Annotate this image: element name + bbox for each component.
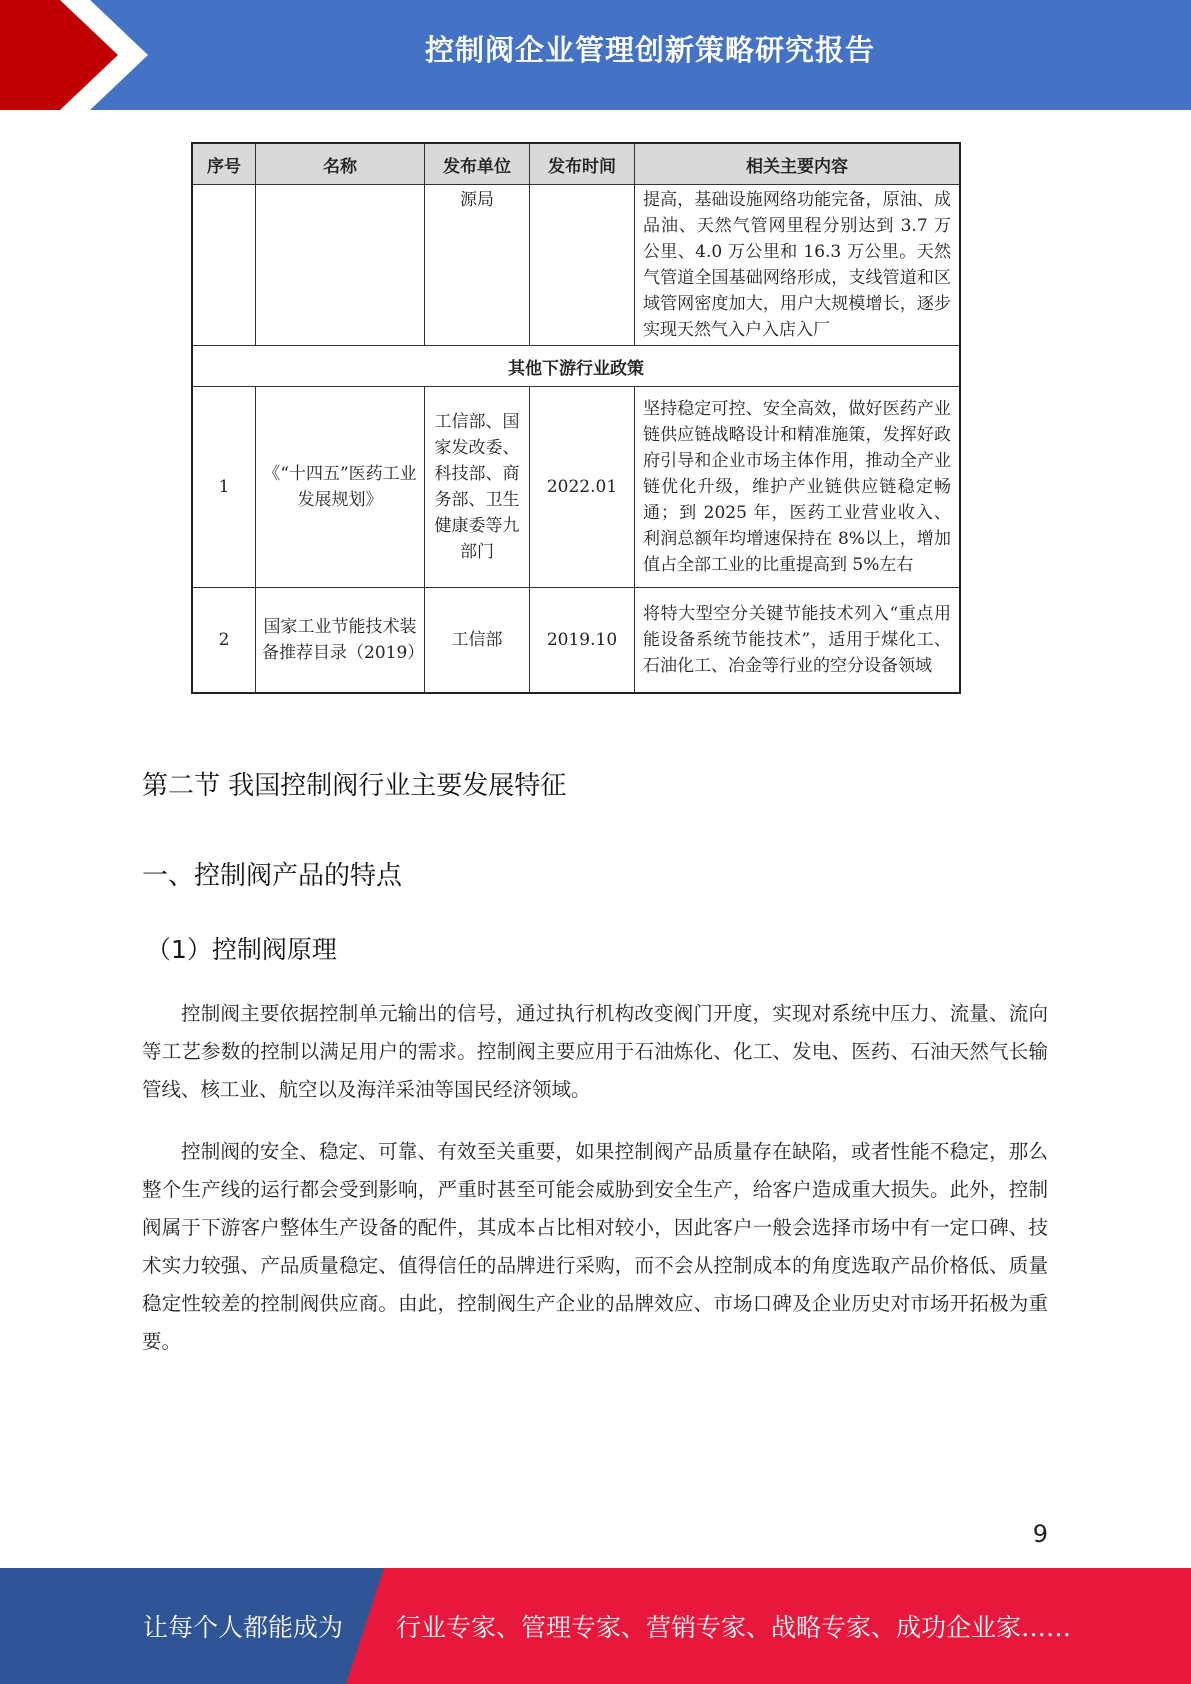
header-chevron-decoration (0, 0, 160, 110)
table-cell-unit: 源局 (425, 185, 530, 346)
column-header-content: 相关主要内容 (635, 143, 961, 185)
section-heading: 第二节 我国控制阀行业主要发展特征 (142, 771, 567, 801)
table-section-row (192, 346, 960, 387)
table-cell-unit: 工信部、国家发改委、科技部、商务部、卫生健康委等九部门 (425, 387, 530, 588)
table-cell-seq (192, 185, 256, 346)
page-footer (0, 1568, 1191, 1684)
footer-slogan-right: 行业专家、管理专家、营销专家、战略专家、成功企业家…… (396, 1613, 1072, 1642)
body-paragraph: 控制阀的安全、稳定、可靠、有效至关重要，如果控制阀产品质量存在缺陷，或者性能不稳定，那么整个生产线的运行都会受到影响，严重时甚至可能会威胁到安全生产，给客户造成重大损失。此外，控制阀属于下游客户整体生产设备的配件，其成本占比相对较小，因此客户一般会选择市场中有一定口碑、技术实力较强、产品质量稳定、值得信任的品牌进行采购，而不会从控制成本的角度选取产品价格低、质量稳定性较差的控制阀供应商。由此，控制阀生产企业的品牌效应、市场口碑及企业历史对市场开拓极为重要。 (142, 1140, 1048, 1353)
footer-slogan-left: 让每个人都能成为 (143, 1613, 344, 1642)
table-row (192, 387, 960, 588)
table-row (192, 588, 960, 694)
table-cell-seq: 1 (192, 387, 256, 588)
table-cell-seq: 2 (192, 588, 256, 694)
table-cell-date: 2022.01 (530, 387, 635, 588)
table-cell-content: 提高，基础设施网络功能完备，原油、成品油、天然气管网里程分别达到 3.7 万公里、4.0 万公里和 16.3 万公里。天然气管道全国基础网络形成，支线管道和区域管网密度加大，用户大规模增长，逐步实现天然气入户入店入厂 (635, 185, 961, 346)
subsection-heading: 一、控制阀产品的特点 (142, 861, 403, 891)
policy-table (191, 142, 961, 694)
page-number: 9 (1032, 1520, 1048, 1548)
table-cell-name: 《“十四五”医药工业发展规划》 (256, 387, 425, 588)
table-cell-content: 坚持稳定可控、安全高效，做好医药产业链供应链战略设计和精准施策，发挥好政府引导和企业市场主体作用，推动全产业链优化升级，维护产业链供应链稳定畅通；到 2025 年，医药工业营业收入、利润总额年均增速保持在 8%以上，增加值占全部工业的比重提高到 5%左右 (635, 387, 961, 588)
column-header-seq: 序号 (192, 143, 256, 185)
table-cell-unit: 工信部 (425, 588, 530, 694)
page-header (0, 0, 1191, 110)
table-section-title: 其他下游行业政策 (192, 346, 960, 387)
table-cell-name: 国家工业节能技术装备推荐目录（2019） (256, 588, 425, 694)
body-paragraph: 控制阀主要依据控制单元输出的信号，通过执行机构改变阀门开度，实现对系统中压力、流量、流向等工艺参数的控制以满足用户的需求。控制阀主要应用于石油炼化、化工、发电、医药、石油天然气长输管线、核工业、航空以及海洋采油等国民经济领域。 (142, 1002, 1048, 1101)
table-cell-name (256, 185, 425, 346)
subsubsection-heading: （1）控制阀原理 (146, 935, 337, 964)
report-title: 控制阀企业管理创新策略研究报告 (424, 33, 875, 67)
column-header-name: 名称 (256, 143, 425, 185)
table-cell-content: 将特大型空分关键节能技术列入“重点用能设备系统节能技术”，适用于煤化工、石油化工、冶金等行业的空分设备领域 (635, 588, 961, 694)
table-row-continued (192, 185, 960, 346)
column-header-unit: 发布单位 (425, 143, 530, 185)
column-header-date: 发布时间 (530, 143, 635, 185)
table-cell-date (530, 185, 635, 346)
table-header-row (192, 143, 960, 185)
table-cell-date: 2019.10 (530, 588, 635, 694)
